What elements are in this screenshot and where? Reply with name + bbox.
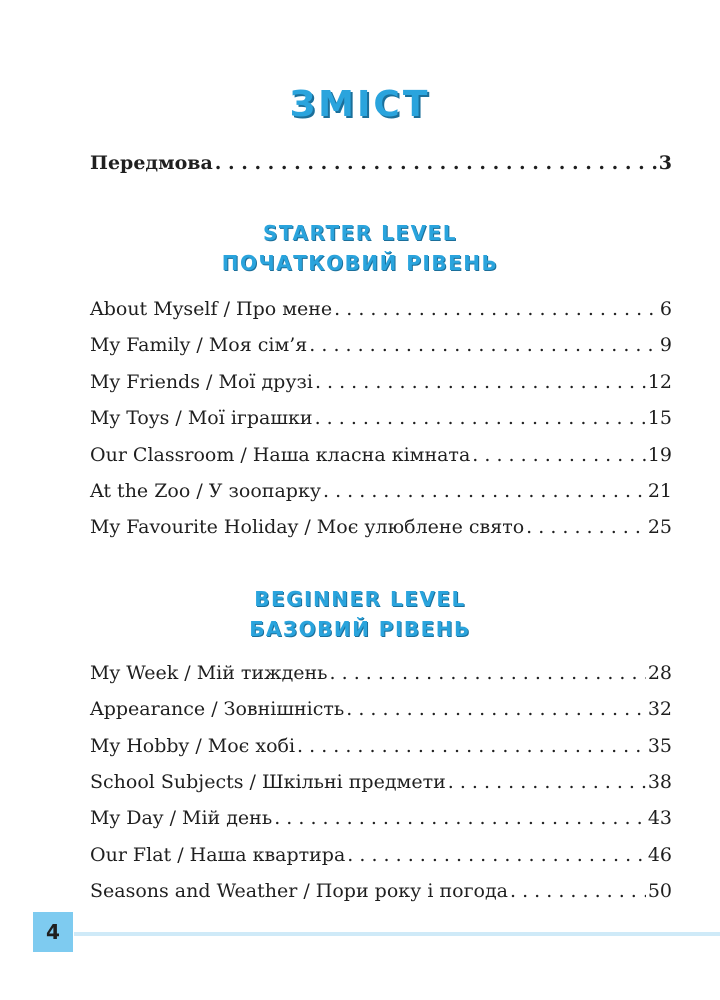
toc-row[interactable] [90, 694, 672, 724]
toc-row[interactable] [90, 440, 672, 470]
toc-page: 9 [659, 334, 672, 356]
toc-label: At the Zoo / У зоопарку [90, 480, 321, 502]
toc-label: About Myself / Про мене [90, 298, 333, 320]
toc-row[interactable] [90, 367, 672, 397]
toc-page: 12 [647, 371, 672, 393]
toc-label: Our Classroom / Наша класна кімната [90, 444, 471, 466]
toc-page: 38 [647, 771, 672, 793]
toc-label: Seasons and Weather / Пори року і погода [90, 880, 509, 902]
starter-heading-en: STARTER LEVEL [263, 221, 457, 245]
toc-label: My Family / Моя сім’я [90, 334, 308, 356]
toc-label: My Day / Мій день [90, 807, 273, 829]
toc-label: My Hobby / Моє хобі [90, 735, 296, 757]
dot-leader [334, 294, 658, 324]
page-number-badge: 4 [33, 912, 73, 952]
toc-label: My Toys / Мої іграшки [90, 407, 313, 429]
toc-label: School Subjects / Шкільні предмети [90, 771, 446, 793]
toc-label: My Friends / Мої друзі [90, 371, 313, 393]
dot-leader [323, 476, 646, 506]
page-title: ЗМІСТ [289, 84, 431, 125]
dot-leader [347, 840, 646, 870]
toc-page: 28 [647, 662, 672, 684]
dot-leader [274, 803, 646, 833]
beginner-heading-en: BEGINNER LEVEL [254, 587, 466, 611]
toc-row[interactable] [90, 330, 672, 360]
toc-label: Our Flat / Наша квартира [90, 844, 346, 866]
toc-page: 32 [647, 698, 672, 720]
toc-row[interactable] [90, 403, 672, 433]
dot-leader [330, 658, 646, 688]
starter-heading-ua: ПОЧАТКОВИЙ РІВЕНЬ [221, 251, 499, 275]
dot-leader [315, 403, 646, 433]
toc-row[interactable] [90, 767, 672, 797]
toc-row[interactable] [90, 840, 672, 870]
toc-row[interactable] [90, 658, 672, 688]
toc-label: My Week / Мій тиждень [90, 662, 328, 684]
toc-page: 19 [647, 444, 672, 466]
toc-row[interactable] [90, 476, 672, 506]
toc-row[interactable] [90, 803, 672, 833]
toc-page: 25 [647, 516, 672, 538]
dot-leader [309, 330, 658, 360]
toc-row-intro[interactable] [90, 148, 672, 178]
dot-leader [510, 876, 646, 906]
dot-leader [346, 694, 646, 724]
dot-leader [448, 767, 646, 797]
beginner-heading-ua: БАЗОВИЙ РІВЕНЬ [249, 617, 471, 641]
toc-page: 15 [647, 407, 672, 429]
toc-page: 50 [647, 880, 672, 902]
toc-page: 21 [647, 480, 672, 502]
toc-row[interactable] [90, 876, 672, 906]
dot-leader [526, 512, 646, 542]
dot-leader [315, 367, 646, 397]
toc-label: Передмова [90, 152, 213, 174]
dot-leader [472, 440, 646, 470]
toc-row[interactable] [90, 731, 672, 761]
toc-row[interactable] [90, 294, 672, 324]
toc-label: My Favourite Holiday / Моє улюблене свято [90, 516, 525, 538]
toc-page: 46 [647, 844, 672, 866]
dot-leader [215, 148, 657, 178]
toc-page: 43 [647, 807, 672, 829]
dot-leader [297, 731, 646, 761]
toc-page: 3 [658, 152, 672, 174]
toc-label: Appearance / Зовнішність [90, 698, 345, 720]
toc-row[interactable] [90, 512, 672, 542]
toc-page: 6 [659, 298, 672, 320]
footer-divider [74, 932, 720, 936]
toc-page: 35 [647, 735, 672, 757]
